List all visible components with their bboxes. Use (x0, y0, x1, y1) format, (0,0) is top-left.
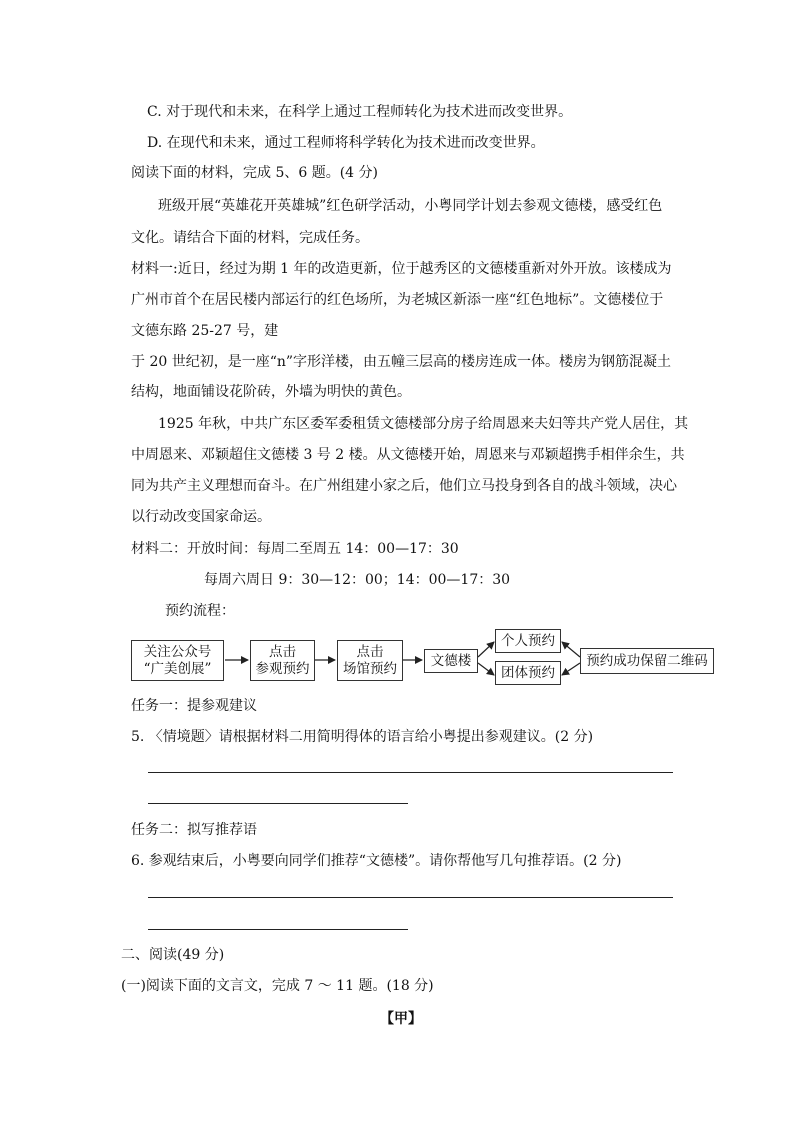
instruction-5-6: 阅读下面的材料，完成 5、6 题。(4 分) (131, 165, 378, 181)
section2-sub1: (一)阅读下面的文言文，完成 7 ～ 11 题。(18 分) (121, 978, 434, 994)
flow-box-4-text: 文德楼 (430, 652, 472, 669)
question-5: 5. 〈情境题〉请根据材料二用简明得体的语言给小粤提出参观建议。(2 分) (131, 729, 594, 745)
option-c: C. 对于现代和未来，在科学上通过工程师转化为技术进而改变世界。 (147, 104, 573, 120)
intro-line-1: 班级开展“英雄花开英雄城”红色研学活动，小粤同学计划去参观文德楼，感受红色 (158, 198, 663, 214)
material1-line-4: 于 20 世纪初，是一座“n”字形洋楼，由五幢三层高的楼房连成一体。楼房为钢筋混凝土 (131, 354, 672, 370)
flow-box-follow-account (131, 640, 224, 681)
task2-title: 任务二：拟写推荐语 (131, 822, 257, 838)
flow-box-6-text: 团体预约 (501, 664, 555, 681)
process-label: 预约流程： (165, 603, 235, 619)
material1-line-8: 同为共产主义理想而奋斗。在广州组建小家之后，他们立马投身到各自的战斗领域，决心 (131, 478, 677, 494)
answer-line-6a[interactable] (148, 897, 673, 898)
question-6: 6. 参观结束后，小粤要向同学们推荐“文德楼”。请你帮他写几句推荐语。(2 分) (131, 853, 622, 869)
flow-box-5-text: 个人预约 (501, 632, 555, 649)
option-d: D. 在现代和未来，通过工程师将科学转化为技术进而改变世界。 (147, 135, 545, 151)
answer-line-6b[interactable] (148, 929, 408, 930)
flow-box-group (495, 661, 561, 685)
arrow-7-6 (562, 663, 580, 675)
material1-line-9: 以行动改变国家命运。 (131, 509, 271, 525)
answer-line-5b[interactable] (148, 803, 408, 804)
material1-line-2: 广州市首个在居民楼内部运行的红色场所，为老城区新添一座“红色地标”。文德楼位于 (131, 292, 664, 308)
flow-box-2-line-2: 参观预约 (255, 660, 310, 677)
material1-line-6: 1925 年秋，中共广东区委军委租赁文德楼部分房子给周恩来夫妇等共产党人居住，其 (158, 416, 689, 432)
flow-box-individual (495, 629, 561, 653)
intro-line-2: 文化。请结合下面的材料，完成任务。 (131, 230, 369, 246)
task1-title: 任务一：提参观建议 (131, 698, 257, 714)
arrow-4-6 (478, 663, 494, 675)
flow-box-3-line-2: 场馆预约 (343, 660, 397, 677)
flow-box-keep-qrcode (580, 648, 714, 674)
material1-line-5: 结构，地面铺设花阶砖，外墙为明快的黄色。 (131, 384, 411, 400)
flow-box-1-line-1: 关注公众号 (143, 643, 212, 660)
material1-line-7: 中周恩来、邓颖超住文德楼 3 号 2 楼。从文德楼开始，周恩来与邓颖超携手相伴余生，共 (131, 447, 685, 463)
flow-box-venue-booking (337, 640, 403, 681)
flow-box-2-line-1: 点击 (269, 643, 296, 660)
passage-jia-heading: 【甲】 (380, 1011, 422, 1027)
material2-hours-1: 材料二：开放时间：每周二至周五 14：00—17：30 (131, 541, 459, 557)
flow-box-1-line-2: “广美创展” (143, 660, 212, 677)
answer-line-5a[interactable] (148, 772, 673, 773)
material1-line-1: 材料一:近日，经过为期 1 年的改造更新，位于越秀区的文德楼重新对外开放。该楼成为 (131, 261, 672, 277)
material1-line-3: 文德东路 25-27 号，建 (131, 323, 279, 339)
arrow-7-5 (562, 642, 580, 657)
arrow-4-5 (478, 642, 494, 657)
flow-box-7-text: 预约成功保留二维码 (586, 652, 708, 669)
flow-box-visit-booking (250, 640, 315, 681)
flow-box-wendelou (424, 649, 478, 673)
material2-hours-2: 每周六周日 9：30—12：00；14：00—17：30 (204, 572, 511, 588)
section2-title: 二、阅读(49 分) (121, 947, 225, 963)
flow-box-3-line-1: 点击 (356, 643, 384, 660)
